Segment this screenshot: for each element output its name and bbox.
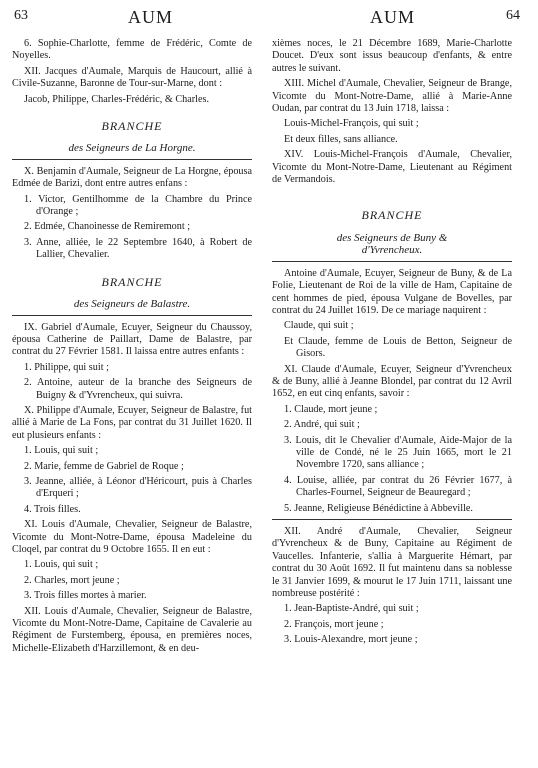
section-divider [12, 159, 252, 160]
page-number-left: 63 [14, 8, 28, 23]
section-title: BRANCHE [101, 274, 163, 289]
section-subtitle: d'Yvrencheux. [361, 244, 423, 257]
list-item: 1. Philippe, qui suit ; [24, 361, 109, 373]
section-title: BRANCHE [361, 208, 423, 223]
list-item: 1. Louis, qui suit ; [24, 559, 99, 571]
entry-paragraph: XII. Jacques d'Aumale, Marquis de Haucourt, allié à Civile-Suzanne, Baronne de Tour-sur-Marne, dont : [12, 65, 252, 90]
right-column [272, 38, 512, 650]
section-divider [12, 315, 252, 316]
entry-paragraph: XI. Louis d'Aumale, Chevalier, Seigneur de Balastre, Vicomte du Mont-Notre-Dame, épousa Madeleine du Cloqel, par contrat du 9 Octobre 1655. Il en eut : [12, 519, 252, 555]
section-subtitle: des Seigneurs de La Horgne. [68, 142, 196, 155]
entry-paragraph: Antoine d'Aumale, Ecuyer, Seigneur de Buny, & de La Folie, Lieutenant de Roi de la ville de Ham, Capitaine de cent hommes de pied, épousa Vulgane de Bovelles, par contrat du 24 Juillet 1619. De ce mariage naquirent : [272, 267, 512, 316]
list-item: 3. Louis-Alexandre, mort jeune ; [284, 634, 418, 646]
list-item: Et Claude, femme de Louis de Betton, Seigneur de Gisors. [284, 335, 512, 360]
page-number-right: 64 [506, 8, 520, 23]
list-item: 2. Edmée, Chanoinesse de Remiremont ; [24, 221, 191, 233]
entry-paragraph: XI. Claude d'Aumale, Ecuyer, Seigneur d'Yvrencheux & de Buny, allié à Jeanne Blondel, par contrat du 12 Avril 1652, en eut cinq enfants, savoir : [272, 363, 512, 400]
list-item: 3. Anne, alliée, le 22 Septembre 1640, à Robert de Lallier, Chevalier. [24, 236, 252, 261]
list-item: 2. Charles, mort jeune ; [24, 574, 120, 586]
list-item: Et deux filles, sans alliance. [284, 133, 398, 145]
list-item: 1. Victor, Gentilhomme de la Chambre du Prince d'Orange ; [24, 193, 252, 218]
entry-paragraph: XIV. Louis-Michel-François d'Aumale, Chevalier, Vicomte du Mont-Notre-Dame, Lieutenant au Régiment de Vermandois. [272, 149, 512, 186]
section-heading [272, 209, 512, 256]
running-head-left: AUM [128, 7, 174, 27]
list-item: 4. Louise, alliée, par contrat du 26 Février 1677, à Charles-Fournel, Seigneur de Beauregard ; [284, 474, 512, 499]
list-item: 1. Claude, mort jeune ; [284, 403, 378, 415]
section-title: BRANCHE [101, 119, 163, 134]
section-subtitle: des Seigneurs de Buny & [336, 231, 448, 244]
section-subtitle: des Seigneurs de Balastre. [73, 298, 191, 311]
section-heading [12, 276, 252, 311]
list-item: Claude, qui suit ; [284, 320, 354, 332]
entry-paragraph: IX. Gabriel d'Aumale, Ecuyer, Seigneur du Chaussoy, épousa Catherine de Paillart, Dame de Balastre, par contrat du 27 Février 1581. Il laissa entre autres enfants : [12, 321, 252, 358]
list-item: 3. Louis, dit le Chevalier d'Aumale, Aide-Major de la ville de Condé, né le 25 Juin 1665, mort le 21 Novembre 1720, sans alliance ; [284, 434, 512, 471]
running-head-right: AUM [370, 7, 416, 27]
section-divider [272, 519, 512, 520]
section-divider [272, 261, 512, 262]
entry-paragraph: XIII. Michel d'Aumale, Chevalier, Seigneur de Brange, Vicomte du Mont-Notre-Dame, allié à Marie-Anne Oudan, par contrat du 13 Juin 1718, laissa : [272, 78, 512, 115]
list-item: 2. Antoine, auteur de la branche des Seigneurs de Buigny & d'Yvrencheux, qui suivra. [24, 377, 252, 401]
entry-paragraph: XII. André d'Aumale, Chevalier, Seigneur d'Yvrencheux & de Buny, Capitaine au Régiment de Vaucelles. Infanterie, s'allia à Marguerite Hémart, par contrat du 30 Août 1692. Il fut maintenu dans sa noblesse le 31 Janvier 1699, & mourut le 17 Juin 1711, laissant une nombreuse postérité : [272, 526, 512, 600]
list-item: 4. Trois filles. [24, 503, 81, 515]
list-item: 3. Jeanne, alliée, à Léonor d'Héricourt, puis à Charles d'Erqueri ; [24, 475, 252, 500]
entry-paragraph: Jacob, Philippe, Charles-Frédéric, & Charles. [24, 93, 210, 105]
list-item: 1. Jean-Baptiste-André, qui suit ; [284, 603, 419, 615]
list-item: 5. Jeanne, Religieuse Bénédictine à Abbeville. [284, 502, 473, 514]
entry-paragraph: X. Benjamin d'Aumale, Seigneur de La Horgne, épousa Edmée de Barizi, dont entre autres enfans : [12, 165, 252, 190]
list-item: 1. Louis, qui suit ; [24, 445, 99, 457]
list-item: Louis-Michel-François, qui suit ; [284, 118, 419, 130]
entry-paragraph: XII. Louis d'Aumale, Chevalier, Seigneur de Balastre, Vicomte du Mont-Notre-Dame, Capitaine de Cavalerie au Régiment de Furstemberg, épousa, en premières noces, Michelle-Elizabeth d'Harzillemont, & en deu- [12, 605, 252, 654]
left-column [12, 38, 252, 658]
entry-paragraph: X. Philippe d'Aumale, Ecuyer, Seigneur de Balastre, fut allié à Marie de La Fons, par contrat du 31 Juillet 1620. Il eut plusieurs enfants : [12, 404, 252, 441]
entry-paragraph: xièmes noces, le 21 Décembre 1689, Marie-Charlotte Doucet. D'eux sont issus beaucoup d'enfants, & entre autres le suivant. [272, 38, 512, 74]
entry-paragraph: 6. Sophie-Charlotte, femme de Frédéric, Comte de Noyelles. [12, 38, 252, 62]
section-heading [12, 120, 252, 155]
list-item: 2. François, mort jeune ; [284, 618, 384, 630]
list-item: 2. Marie, femme de Gabriel de Roque ; [24, 460, 184, 472]
list-item: 3. Trois filles mortes à marier. [24, 590, 147, 602]
list-item: 2. André, qui suit ; [284, 419, 360, 431]
